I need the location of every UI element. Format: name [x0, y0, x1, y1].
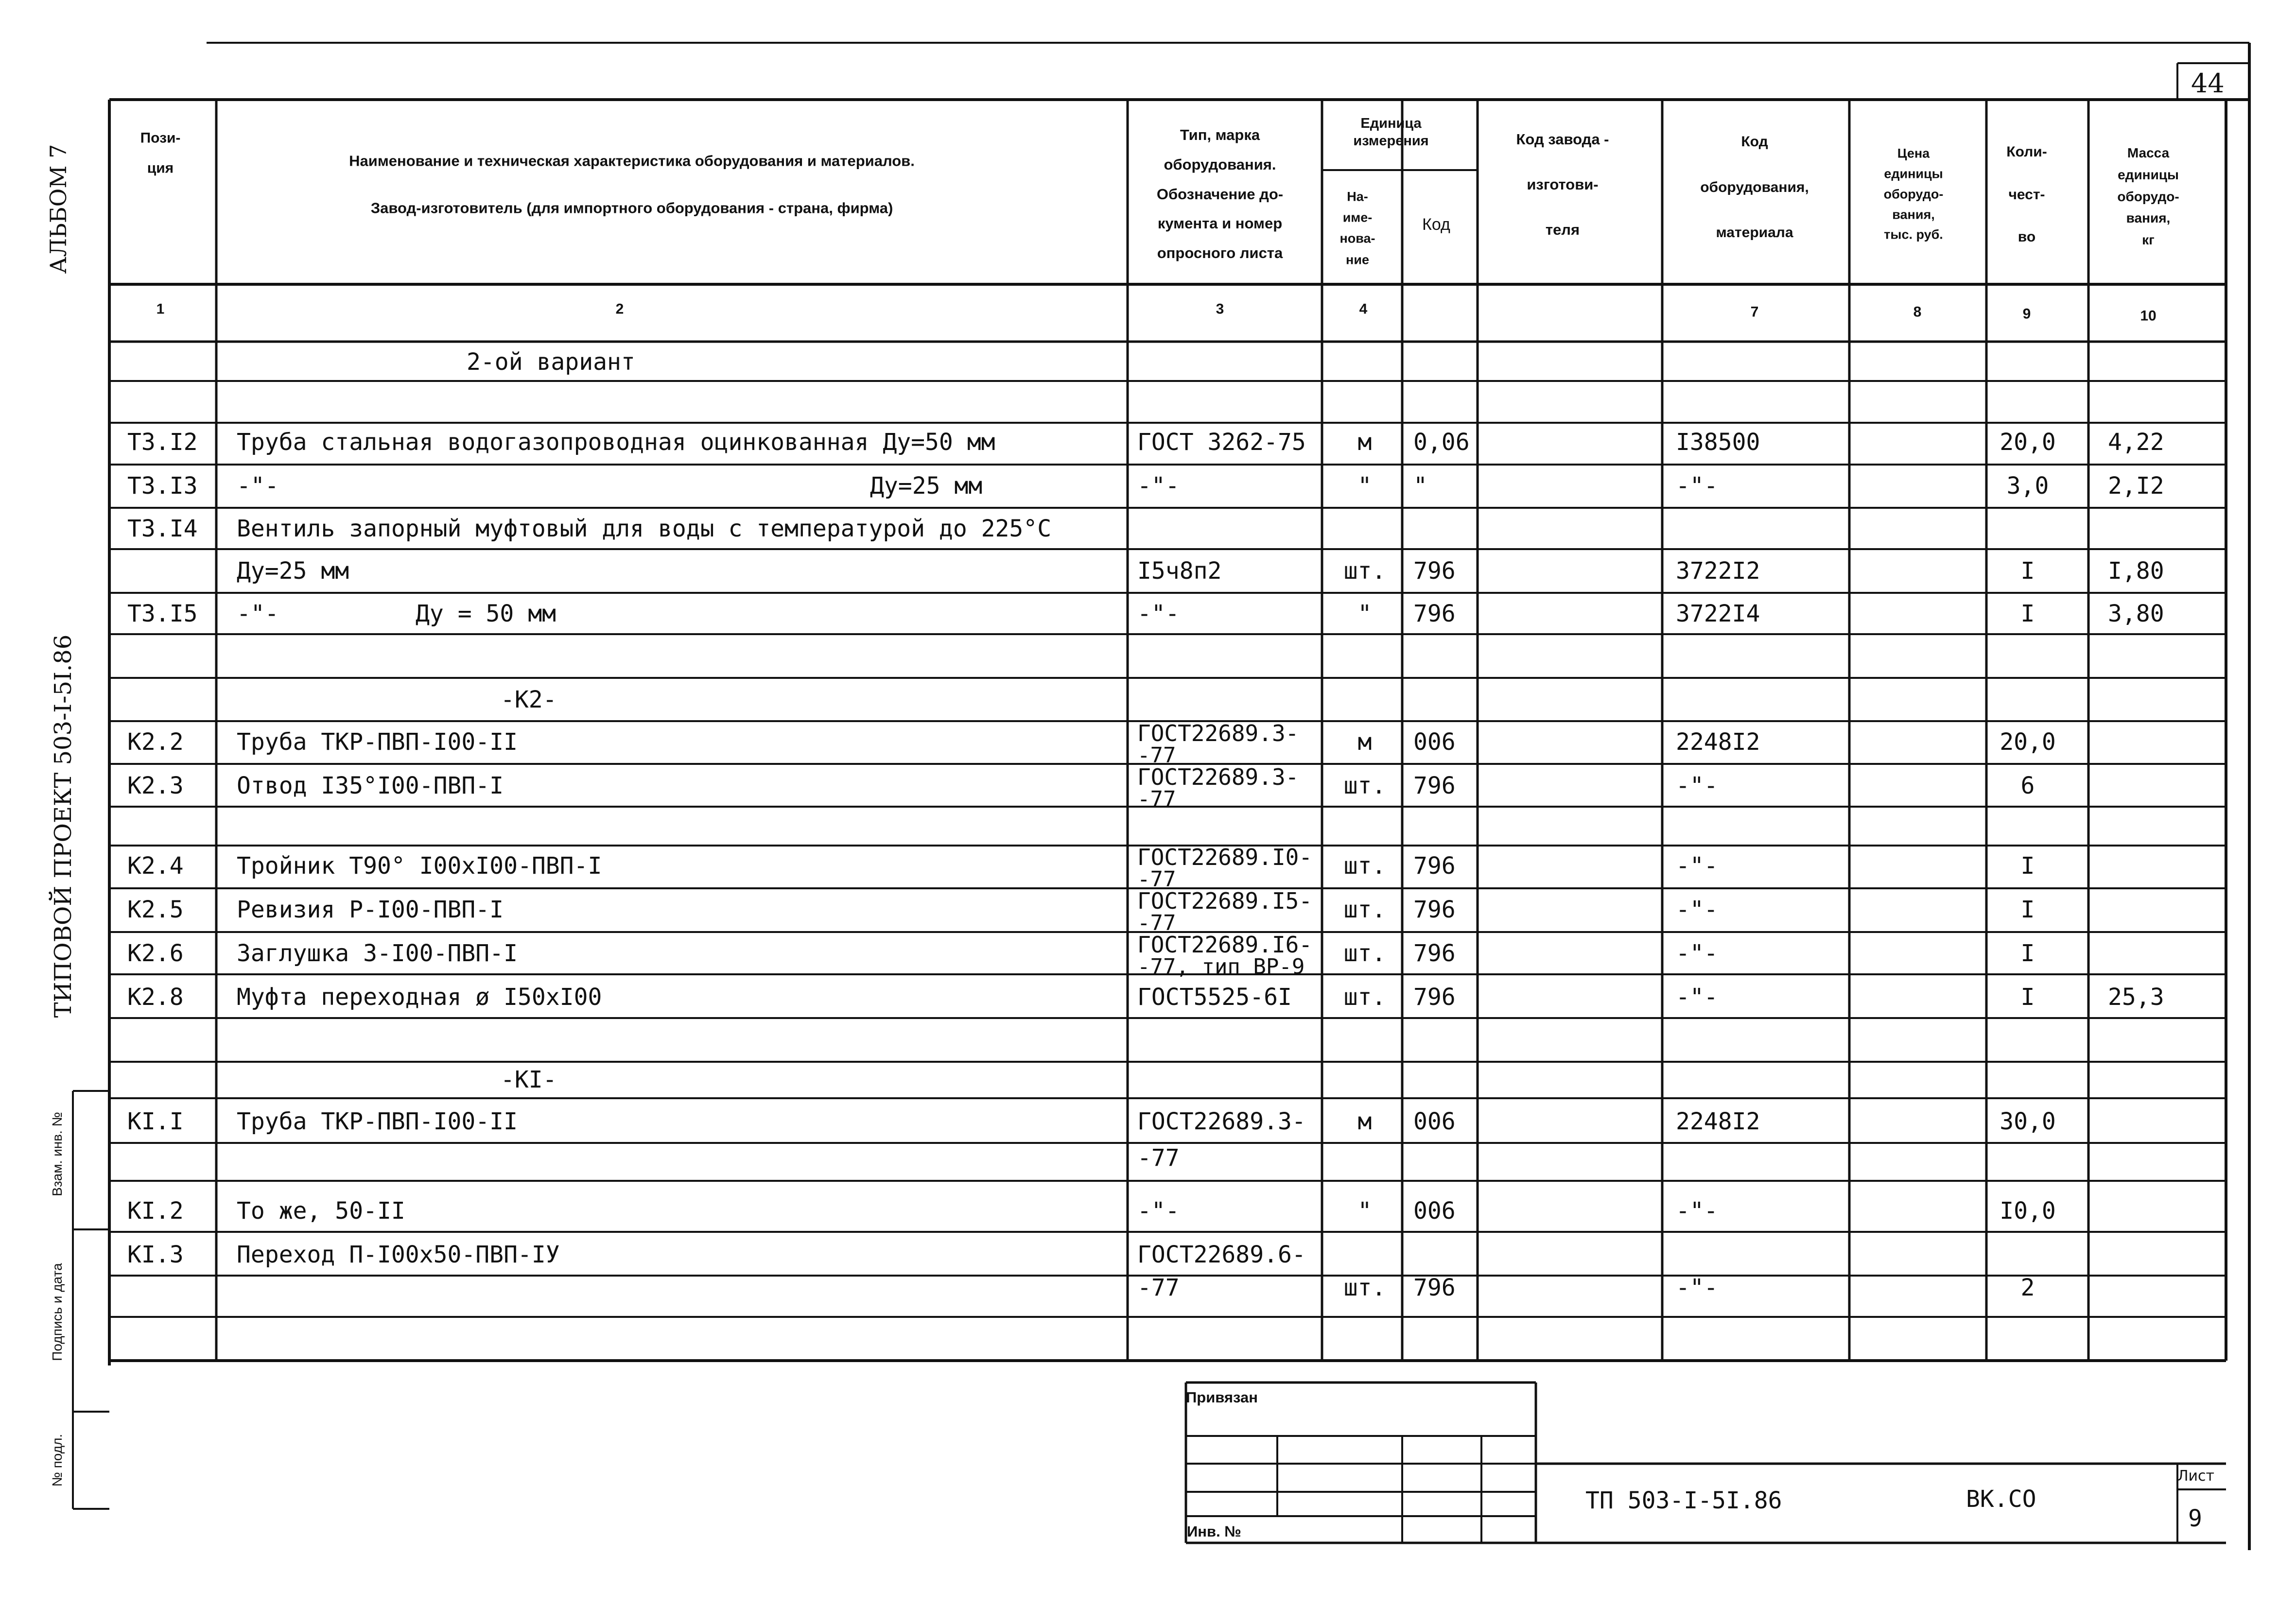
cell-doc: ГОСТ22689.3-	[1137, 720, 1299, 746]
cell-pos: К2.5	[127, 896, 184, 923]
stamp-designation: ТП 503-I-5I.86	[1585, 1487, 1782, 1514]
cell-equip: I38500	[1676, 429, 1760, 456]
cell-doc: ГОСТ22689.I6-	[1137, 932, 1313, 958]
cell-doc: ГОСТ5525-6I	[1137, 984, 1292, 1011]
side-inv-podl-label: № подл.	[50, 1434, 65, 1487]
side-vzam-label: Взам. инв. №	[50, 1112, 65, 1196]
cell-pos: К2.2	[127, 728, 184, 756]
cell-equip: 3722I4	[1676, 600, 1760, 627]
header-unit-code: Код	[1422, 215, 1450, 234]
cell-name: Отвод I35°I00-ПВП-I	[237, 772, 504, 799]
cell-name: Вентиль запорный муфтовый для воды с температурой до 225°С	[237, 515, 1052, 542]
cell-code: 796	[1413, 557, 1456, 585]
cell-equip: 2248I2	[1676, 1108, 1760, 1135]
cell-doc: ГОСТ22689.I5-	[1137, 888, 1313, 914]
stamp-privyazan: Привязан	[1186, 1389, 1258, 1406]
side-podpis-label: Подпись и дата	[50, 1263, 65, 1361]
cell-name: Муфта переходная ø I50хI00	[237, 984, 602, 1011]
cell-doc: ГОСТ22689.3-	[1137, 1108, 1306, 1135]
cell-pos: Т3.I2	[127, 429, 198, 456]
cell-name: Труба ТКР-ПВП-I00-II	[237, 728, 518, 756]
cell-name: Тройник Т90° I00хI00-ПВП-I	[237, 852, 602, 880]
col-num-7: 7	[1750, 304, 1759, 320]
col-num-4: 4	[1359, 301, 1368, 317]
cell-doc2: -77	[1137, 743, 1176, 768]
cell-unit: шт.	[1343, 772, 1386, 799]
cell-mass: 25,3	[2108, 984, 2164, 1011]
cell-code: 796	[1413, 940, 1456, 967]
header-mass: Масса единицы оборудо- вания, кг	[2117, 145, 2179, 248]
cell-code: 006	[1413, 1108, 1456, 1135]
cell-mass: I,80	[2108, 557, 2164, 585]
header-unit: Единица измерения	[1353, 115, 1429, 149]
cell-unit: м	[1357, 1108, 1372, 1135]
stamp-inv-no: Инв. №	[1187, 1523, 1241, 1540]
cell-qty: 20,0	[2000, 728, 2056, 756]
cell-name: Заглушка З-I00-ПВП-I	[237, 940, 518, 967]
cell-doc: I5ч8п2	[1137, 557, 1222, 585]
cell-doc: ГОСТ22689.3-	[1137, 764, 1299, 790]
cell-doc: -"-	[1137, 1197, 1180, 1225]
cell-qty: 6	[2020, 772, 2035, 799]
cell-unit: шт.	[1343, 557, 1386, 585]
cell-code: 006	[1413, 728, 1456, 756]
cell-mass: 4,22	[2108, 429, 2164, 456]
cell-qty: I	[2020, 984, 2035, 1011]
cell-unit: шт.	[1343, 1274, 1386, 1301]
cell-pos: К2.8	[127, 984, 184, 1011]
cell-unit: шт.	[1343, 940, 1386, 967]
cell-qty: I	[2020, 852, 2035, 880]
cell-pos: К2.6	[127, 940, 184, 967]
cell-qty: 30,0	[2000, 1108, 2056, 1135]
cell-equip: 2248I2	[1676, 728, 1760, 756]
cell-name: -К2-	[501, 686, 557, 713]
cell-doc: ГОСТ 3262-75	[1137, 429, 1306, 456]
cell-pos: К2.3	[127, 772, 184, 799]
header-name: Наименование и техническая характеристика оборудования и материалов. Завод-изготовитель (для импортного оборудования - страна, фирма)	[349, 152, 915, 216]
cell-code: 796	[1413, 1274, 1456, 1301]
cell-doc: -77	[1137, 1144, 1180, 1172]
stamp-sheet-label: Лист	[2177, 1468, 2215, 1485]
cell-name: -"-	[237, 472, 279, 500]
cell-doc2: -77	[1137, 911, 1176, 935]
cell-code: "	[1413, 472, 1427, 500]
cell-equip: -"-	[1676, 772, 1718, 799]
cell-pos: Т3.I3	[127, 472, 198, 500]
cell-qty: I	[2020, 896, 2035, 923]
cell-doc2: -77	[1137, 787, 1176, 812]
cell-equip: 3722I2	[1676, 557, 1760, 585]
cell-qty: I	[2020, 557, 2035, 585]
cell-pos: КI.2	[127, 1197, 184, 1225]
cell-code: 796	[1413, 852, 1456, 880]
cell-unit: шт.	[1343, 984, 1386, 1011]
cell-qty: I0,0	[2000, 1197, 2056, 1225]
col-num-1: 1	[156, 301, 165, 317]
stamp-mark: ВК.СО	[1966, 1486, 2036, 1513]
cell-name: Переход П-I00х50-ПВП-IУ	[237, 1241, 560, 1268]
side-album-label: АЛЬБОМ 7	[45, 144, 71, 274]
header-unit-name: На- име- нова- ние	[1339, 189, 1375, 267]
cell-name: То же, 50-II	[237, 1197, 405, 1225]
cell-name: -"-	[237, 600, 279, 627]
cell-mass: 3,80	[2108, 600, 2164, 627]
cell-unit: м	[1357, 728, 1372, 756]
cell-doc: ГОСТ22689.6-	[1137, 1241, 1306, 1268]
cell-name: -КI-	[501, 1066, 557, 1093]
cell-code: 796	[1413, 896, 1456, 923]
cell-mass: 2,I2	[2108, 472, 2164, 500]
cell-unit: шт.	[1343, 852, 1386, 880]
cell-unit: "	[1357, 1197, 1372, 1225]
cell-unit: шт.	[1343, 896, 1386, 923]
cell-unit: м	[1357, 429, 1372, 456]
cell-pos: К2.4	[127, 852, 184, 880]
cell-qty: I	[2020, 940, 2035, 967]
page-number: 44	[2191, 68, 2225, 99]
header-price: Цена единицы оборудо- вания, тыс. руб.	[1883, 146, 1944, 242]
cell-equip: -"-	[1676, 896, 1718, 923]
cell-name_mid: Ду = 50 мм	[416, 600, 556, 627]
header-pos: Пози- ция	[140, 130, 181, 176]
cell-doc: -"-	[1137, 472, 1180, 500]
col-num-3: 3	[1216, 301, 1224, 317]
col-num-9: 9	[2022, 306, 2031, 322]
cell-code: 796	[1413, 984, 1456, 1011]
header-equip-code: Код оборудования, материала	[1700, 133, 1809, 241]
stamp-sheet-number: 9	[2188, 1505, 2202, 1532]
col-num-10: 10	[2140, 308, 2157, 324]
cell-doc: -77	[1137, 1274, 1180, 1301]
cell-pos: КI.3	[127, 1241, 184, 1268]
cell-code: 796	[1413, 772, 1456, 799]
cell-pos: Т3.I4	[127, 515, 198, 542]
cell-qty: 20,0	[2000, 429, 2056, 456]
cell-pos: КI.I	[127, 1108, 184, 1135]
cell-equip: -"-	[1676, 852, 1718, 880]
cell-unit: "	[1357, 600, 1372, 627]
cell-doc2: -77, тип ВР-9	[1137, 954, 1305, 979]
cell-unit: "	[1357, 472, 1372, 500]
cell-doc: -"-	[1137, 600, 1180, 627]
cell-equip: -"-	[1676, 1197, 1718, 1225]
cell-name: Труба ТКР-ПВП-I00-II	[237, 1108, 518, 1135]
cell-pos: Т3.I5	[127, 600, 198, 627]
cell-equip: -"-	[1676, 472, 1718, 500]
cell-name: Ревизия Р-I00-ПВП-I	[237, 896, 504, 923]
cell-qty: 3,0	[2006, 472, 2049, 500]
cell-doc: ГОСТ22689.I0-	[1137, 844, 1313, 870]
cell-equip: -"-	[1676, 984, 1718, 1011]
cell-name: Труба стальная водогазопроводная оцинкованная Ду=50 мм	[237, 429, 995, 456]
cell-code: 796	[1413, 600, 1456, 627]
col-num-8: 8	[1913, 304, 1922, 320]
cell-code: 0,06	[1413, 429, 1470, 456]
side-project-label: ТИПОВОЙ ПРОЕКТ 503-I-5I.86	[50, 634, 77, 1018]
cell-equip: -"-	[1676, 940, 1718, 967]
header-qty: Коли- чест- во	[2006, 143, 2047, 245]
cell-doc2: -77	[1137, 867, 1176, 892]
cell-qty: 2	[2020, 1274, 2035, 1301]
col-num-2: 2	[615, 301, 624, 317]
cell-code: 006	[1413, 1197, 1456, 1225]
header-type: Тип, марка оборудования. Обозначение до- кумента и номер опросного листа	[1156, 126, 1284, 262]
cell-name_right: Ду=25 мм	[870, 472, 983, 500]
header-maker: Код завода - изготови- теля	[1516, 130, 1609, 238]
cell-qty: I	[2020, 600, 2035, 627]
cell-name: 2-ой вариант	[467, 348, 635, 376]
cell-name: Ду=25 мм	[237, 557, 349, 585]
cell-equip: -"-	[1676, 1274, 1718, 1301]
